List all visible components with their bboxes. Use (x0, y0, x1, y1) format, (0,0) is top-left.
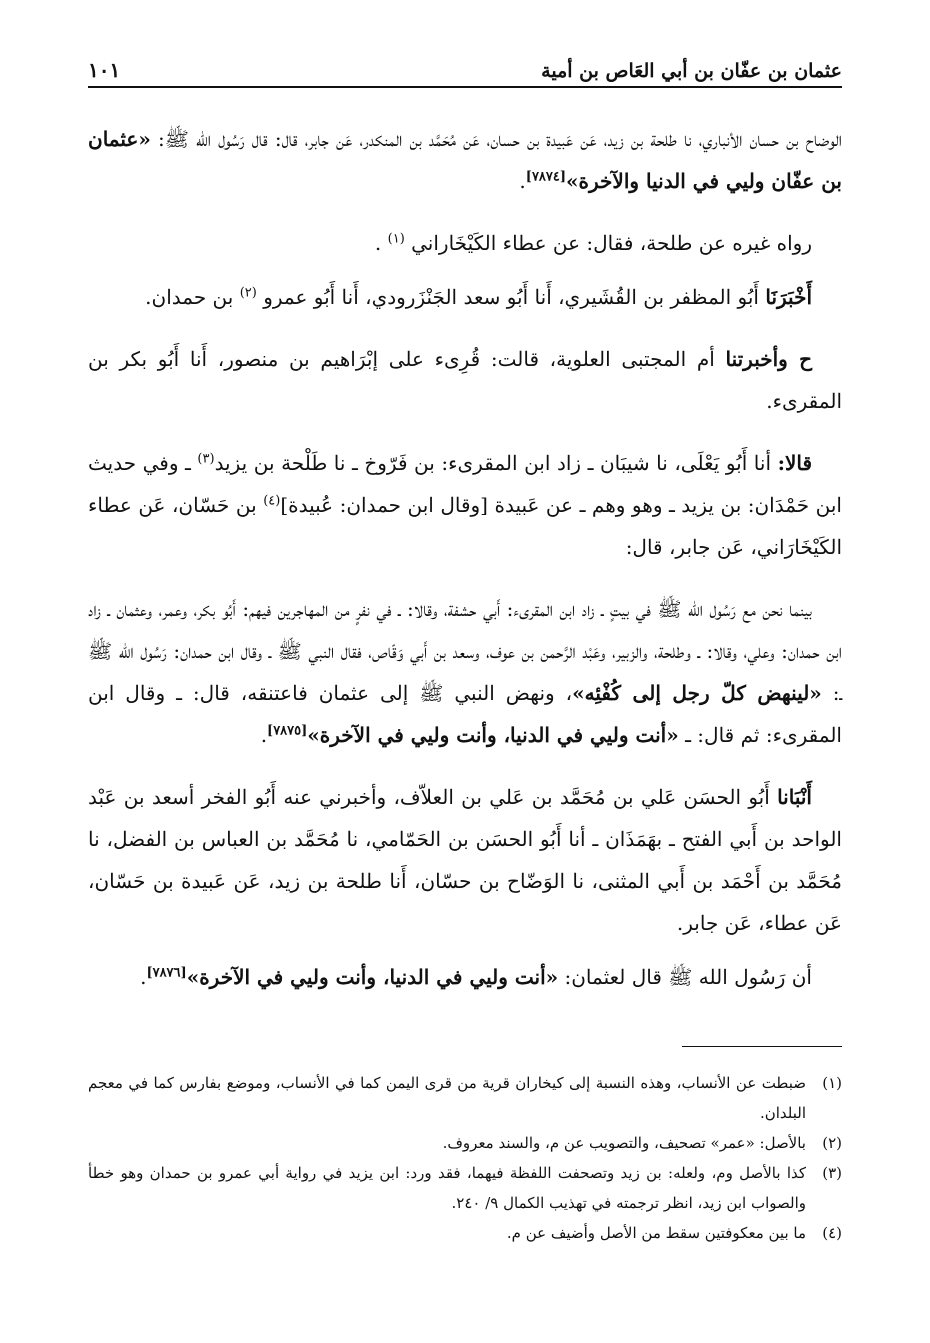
footnote-mark: (٢) (239, 285, 257, 301)
footnote-4 (88, 1218, 842, 1248)
footnote-1 (88, 1068, 842, 1128)
paragraph-4 (88, 338, 842, 422)
text-run: رواه غيره عن طلحة، فقال: عن عطاء الكَيْخَاراني (404, 231, 812, 255)
isnad-lead: قالا: (777, 451, 813, 475)
text-run: بينما نحن مع رَسُول الله ﷺ في بيتٍ ـ زاد ابن المقرىء: أَبي حشفة، وقالا: ـ في نفرٍ من المهاجرين فيهم: أَبُو بكر، وعمر، وعثمان ـ زاد ابن حمدان: وعلي، وقالا: ـ وطلحة، والزبير، وعَبْد الرَّحمن بن عوف، وسعد بن أَبي وَقّاص، فقال النبي ﷺ ـ وقال ابن حمدان: رَسُول الله ﷺ ـ: (88, 597, 842, 705)
hadith-quote: «أنت وليي في الدنيا، وأنت وليي في الآخرة» (307, 723, 679, 747)
footnote-text: ضبطت عن الأنساب، وهذه النسبة إلى كيخاران قرية من قرى اليمن كما في الأنساب، وموضع بفارس كما في معجم البلدان. (88, 1074, 806, 1122)
footnote-number: (٣) (822, 1164, 842, 1182)
hadith-number: [٧٨٧٥] (267, 723, 308, 739)
page-number: ١٠١ (88, 58, 121, 82)
text-run: أَبُو الحسَن عَلي بن مُحَمَّد بن عَلي بن العلاّف، وأخبرني عنه أَبُو الفخر أسعد بن عَبْد الواحد بن أَبي الفتح ـ بهَمَذَان ـ أنا أَبُو الحسَن بن الحَمّامي، نا مُحَمَّد بن العباس بن الفضل، نا مُحَمَّد بن أَحْمَد بن أَبي المثنى، نا الوَضّاح بن حسّان، أَنا طلحة بن زيد، عَن عَبيدة بن حَسّان، عَن عطاء، عَن جابر. (88, 785, 842, 935)
text-run: بن حَسّان، عَن عطاء الكَيْخَارَاني، عَن جابر، قال: (88, 493, 842, 559)
main-text (88, 118, 842, 1018)
hadith-quote: «أنت وليي في الدنيا، وأنت وليي في الآخرة» (186, 965, 559, 989)
paragraph-8 (88, 956, 842, 998)
text-run: . (374, 231, 388, 255)
paragraph-2 (88, 222, 842, 264)
text-run: أم المجتبى العلوية، قالت: قُرِىء على إبْرَاهيم بن منصور، أَنا أَبُو بكر بن المقرىء. (88, 347, 842, 413)
footnote-text: بالأصل: «عمر» تصحيف، والتصويب عن م، والسند معروف. (442, 1134, 806, 1152)
footnote-mark: (٣) (197, 451, 215, 467)
hadith-quote: «لينهض كلّ رجل إلى كُفْئِه» (572, 681, 822, 705)
paragraph-1 (88, 118, 842, 202)
footnotes (88, 1068, 842, 1248)
text-run: . (260, 723, 268, 747)
text-run: أن رَسُول الله ﷺ قال لعثمان: (558, 965, 812, 989)
page-header (88, 48, 842, 88)
footnote-number: (١) (822, 1074, 842, 1092)
hadith-number: [٧٨٧٤] (525, 169, 567, 185)
text-run: بن حمدان. (145, 285, 240, 309)
text-run: . (140, 965, 147, 989)
isnad-lead: ح وأخبرتنا (725, 347, 813, 371)
footnote-2 (88, 1128, 842, 1158)
paragraph-6 (88, 588, 842, 756)
isnad-lead: أَخْبَرَنَا (765, 285, 812, 309)
hadith-quote: «عثمان بن عفّان وليي في الدنيا والآخرة» (88, 127, 842, 193)
text-run: ـ وفي حديث ابن حَمْدَان: بن يزيد ـ وهو وهم ـ عن عَبيدة [وقال ابن حمدان: عُبيدة] (88, 451, 842, 517)
paragraph-5 (88, 442, 842, 568)
text-run: أَبُو المظفر بن القُشَيري، أَنا أَبُو سعد الجَنْزَرودي، أَنا أَبُو عمرو (256, 285, 766, 309)
paragraph-7 (88, 776, 842, 944)
footnote-text: كذا بالأصل وم، ولعله: بن زيد وتصحفت اللفظة فيهما، فقد ورد: ابن يزيد في رواية أبي عمرو بن حمدان وهو خطأ والصواب ابن زيد، انظر ترجمته في تهذيب الكمال ٩/ ٢٤٠. (88, 1164, 806, 1212)
footnote-number: (٢) (822, 1134, 842, 1152)
footnote-mark: (٤) (263, 493, 281, 509)
isnad-lead: أَنْبَانا (777, 785, 812, 809)
text-run: ، ونهض النبي ﷺ إلى عثمان فاعتنقه، قال: ـ وقال ابن المقرىء: ثم قال: ـ (88, 681, 842, 747)
hadith-number: [٧٨٧٦] (146, 965, 187, 981)
footnote-divider (682, 1046, 842, 1047)
footnote-mark: (١) (387, 231, 405, 247)
footnote-text: ما بين معكوفتين سقط من الأصل وأضيف عن م. (506, 1224, 806, 1242)
text-run: . (519, 169, 526, 193)
text-run: أنا أَبُو يَعْلَى، نا شيبَان ـ زاد ابن المقرىء: بن فَرّوخ ـ نا طَلْحة بن يزيد (214, 451, 778, 475)
text-run: الوضاح بن حسان الأنباري، نا طلحة بن زيد، عَن عَبيدة بن حسان، عَن مُحَمَّد بن المنكدر، عَن جابر، قال: قال رَسُول الله ﷺ: (150, 127, 842, 151)
footnote-number: (٤) (822, 1224, 842, 1242)
footnote-3 (88, 1158, 842, 1218)
paragraph-3 (88, 276, 842, 318)
running-title: عثمان بن عفّان بن أبي العَاص بن أمية (541, 60, 842, 82)
